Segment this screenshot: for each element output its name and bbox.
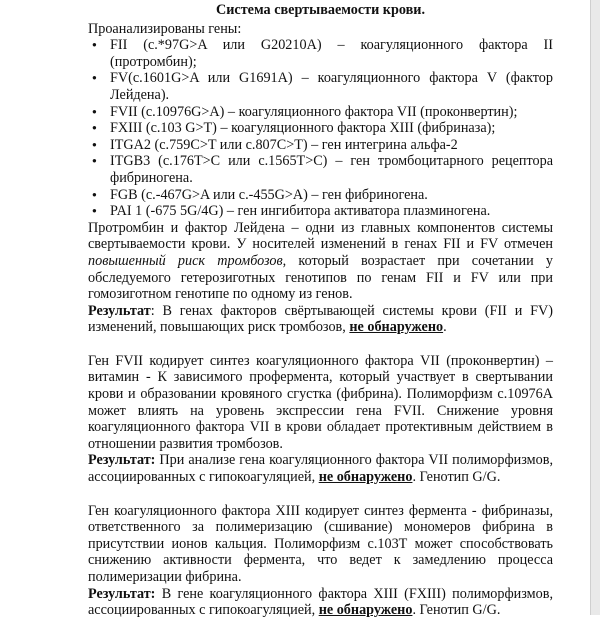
block3-text: Ген коагуляционного фактора XIII кодирует синтез фермента - фибриназы, ответственного за полимеризацию (сшивание) мономеров фибрина в присутствии ионов кальция. Полиморфизм с.103Т может способствовать снижению активности фермента, что ведет к замедлению процесса полимеризации фибрина. xyxy=(88,502,553,585)
bullet-icon xyxy=(92,120,97,137)
genes-intro: Проанализированы гены: xyxy=(88,20,242,37)
gene-list xyxy=(88,37,553,220)
document-content xyxy=(88,2,553,619)
page-edge-shadow xyxy=(590,0,600,615)
block2-text: Ген FVII кодирует синтез коагуляционного фактора VII (проконвертин) – витамин - К зависимого профермента, который участвует в свертывании крови и образовании кровяного сгустка (фибрина). Полиморфизм с.10976А может влиять на уровень экспрессии гена FVII. Снижение уровня коагуляционного фактора VII в крови обладает протективным действием в отношении развития тромбозов. xyxy=(88,352,553,452)
bullet-icon xyxy=(92,187,97,204)
bullet-icon xyxy=(92,70,97,87)
result-finding: не обнаружено xyxy=(349,319,444,336)
result-label: Результат xyxy=(88,302,151,319)
bullet-icon xyxy=(92,153,97,170)
result-label: Результат: xyxy=(88,452,156,469)
result-label: Результат: xyxy=(88,585,156,602)
result-finding: не обнаружено xyxy=(318,469,413,486)
block1-text: Протромбин и фактор Лейдена – одни из главных компонентов системы свертываемости крови. У носителей изменений в генах FII и FV отмечен повышенный риск тромбозов, который возрастает при сочетании у обследуемого гетерозиготных генотипов по генам FII и FV или при гомозиготном генотипе по одному из генов. xyxy=(88,219,553,303)
document-title: Система свертываемости крови. xyxy=(216,2,425,18)
block3-result: Результат: В гене коагуляционного фактора XIII (FXIII) полиморфизмов, ассоциированных с гипокоагуляцией, не обнаружено. Генотип G/G. xyxy=(88,585,553,619)
bullet-icon xyxy=(92,137,97,154)
list-item: ● PAI 1 (-675 5G/4G) – ген ингибитора активатора плазминогена. xyxy=(88,203,553,220)
block2-result: Результат: При анализе гена коагуляционного фактора VII полиморфизмов, ассоциированных с гипокоагуляцией, не обнаружено. Генотип G/G. xyxy=(88,452,553,486)
paragraph-gap xyxy=(88,336,553,353)
list-item: ● ITGB3 (c.176T>C или c.1565T>C) – ген тромбоцитарного рецептора фибриногена. xyxy=(88,153,553,186)
list-item: ● FV(c.1601G>A или G1691A) – коагуляционного фактора V (фактор Лейдена). xyxy=(88,70,553,103)
bullet-icon xyxy=(92,203,97,220)
bullet-icon xyxy=(92,104,97,121)
bullet-icon xyxy=(92,37,97,54)
list-item: ● FXIII (c.103 G>T) – коагуляционного фактора XIII (фибриназа); xyxy=(88,120,553,137)
result-finding: не обнаружено xyxy=(318,602,413,619)
list-item: ● FII (c.*97G>A или G20210A) – коагуляционного фактора II (протромбин); xyxy=(88,37,553,70)
block1-result: Результат: В генах факторов свёртывающей системы крови (FII и FV) изменений, повышающих риск тромбозов, не обнаружено. xyxy=(88,302,553,336)
list-item: ● ITGA2 (c.759C>T или c.807C>T) – ген интегрина альфа-2 xyxy=(88,137,553,154)
risk-emphasis: повышенный риск тромбозов xyxy=(88,252,283,269)
paragraph-gap xyxy=(88,486,553,503)
list-item: ● FGB (c.-467G>A или c.-455G>A) – ген фибриногена. xyxy=(88,187,553,204)
list-item: ● FVII (c.10976G>A) – коагуляционного фактора VII (проконвертин); xyxy=(88,104,553,121)
